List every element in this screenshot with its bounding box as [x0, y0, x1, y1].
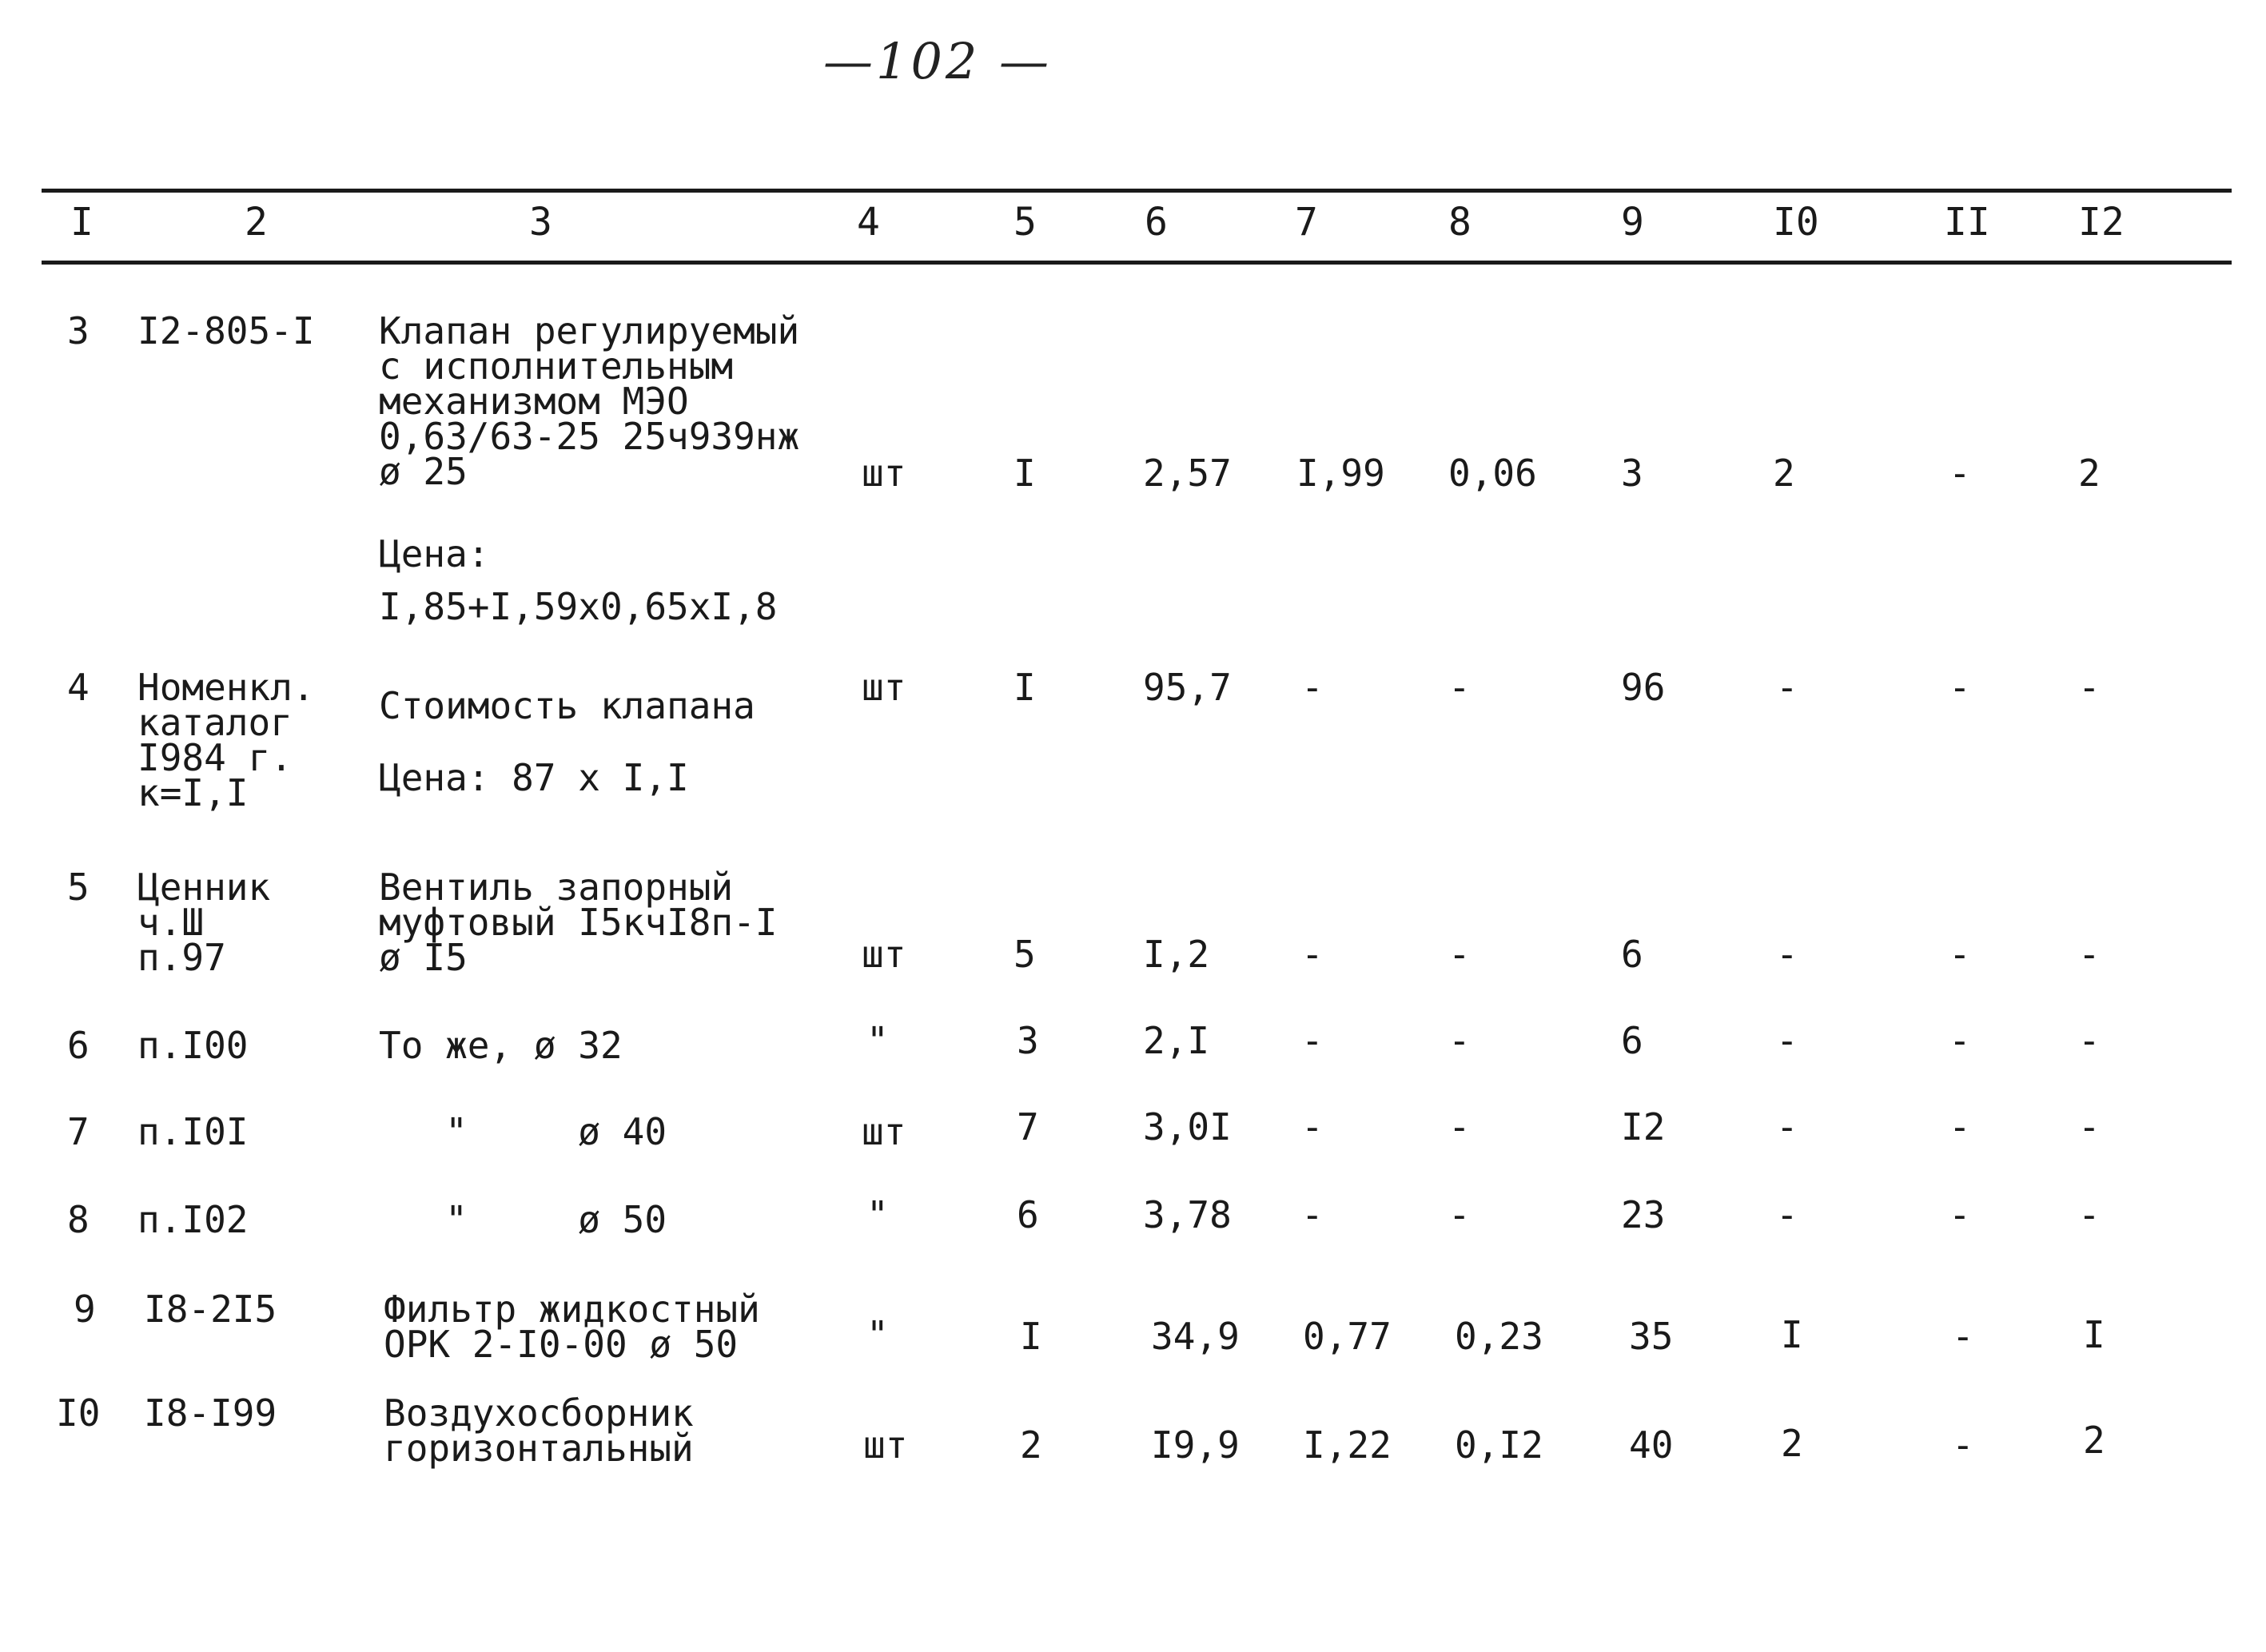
row-col-11: - — [1952, 1423, 1974, 1467]
row-qty: I — [1014, 666, 1036, 709]
row-col-11: - — [1949, 666, 1971, 709]
row-col-10: - — [1776, 1193, 1798, 1236]
row-col-12: - — [2078, 1019, 2101, 1062]
row-col-9: I2 — [1621, 1105, 1666, 1148]
row-code: Ценник ч.Ш п.97 — [137, 866, 271, 979]
row-col-12: - — [2078, 1105, 2101, 1148]
row-number: 8 — [67, 1198, 90, 1241]
row-col-9: 6 — [1621, 933, 1643, 976]
row-unit: " — [866, 1019, 889, 1062]
row-code: п.I0I — [137, 1110, 249, 1153]
row-col-9: 35 — [1629, 1315, 1674, 1358]
header-bottom-rule — [42, 261, 2232, 265]
row-code: п.I00 — [137, 1024, 249, 1067]
row-name: Стоимость клапана Цена: 87 x I,I — [379, 684, 755, 799]
row-name: Вентиль запорный муфтовый I5кчI8п-I ø I5 — [379, 866, 778, 979]
row-unit: " — [866, 1313, 889, 1356]
row-name: Клапан регулируемый с исполнительным механизмом МЭО 0,63/63-25 25ч939нж ø 25 — [379, 309, 800, 493]
row-col-7: - — [1301, 666, 1324, 709]
row-col-6: I,2 — [1143, 933, 1210, 976]
row-col-10: - — [1776, 1105, 1798, 1148]
row-col-12: - — [2078, 933, 2101, 976]
row-col-11: - — [1949, 933, 1971, 976]
row-col-7: - — [1301, 1193, 1324, 1236]
row-name: Воздухосборник горизонтальный — [384, 1391, 694, 1470]
row-col-8: 0,06 — [1448, 452, 1537, 495]
row-unit: шт — [862, 666, 906, 709]
row-col-10: - — [1776, 1019, 1798, 1062]
row-qty: 6 — [1017, 1193, 1039, 1236]
row-col-7: I,22 — [1303, 1423, 1392, 1467]
row-qty: 5 — [1014, 933, 1036, 976]
header-col-9: 9 — [1621, 200, 1644, 245]
header-col-4: 4 — [857, 200, 880, 245]
header-col-8: 8 — [1448, 200, 1472, 245]
row-unit: шт — [862, 933, 906, 976]
row-qty: 7 — [1017, 1105, 1039, 1148]
row-col-12: 2 — [2078, 452, 2101, 495]
row-col-10: - — [1776, 666, 1798, 709]
row-col-11: - — [1949, 1193, 1971, 1236]
header-col-6: 6 — [1145, 200, 1168, 245]
row-col-7: - — [1301, 933, 1324, 976]
row-number: I0 — [56, 1391, 101, 1435]
header-col-11: II — [1944, 200, 1990, 245]
row-number: 5 — [67, 866, 90, 909]
row-col-7: - — [1301, 1019, 1324, 1062]
row-price-note: Цена: I,85+I,59x0,65xI,8 — [379, 532, 778, 628]
row-col-9: 3 — [1621, 452, 1643, 495]
row-col-12: 2 — [2083, 1419, 2105, 1462]
row-col-8: - — [1448, 1019, 1471, 1062]
row-number: 6 — [67, 1024, 90, 1067]
header-col-3: 3 — [529, 200, 552, 245]
row-name: Фильтр жидкостный ОРК 2-I0-00 ø 50 — [384, 1288, 760, 1366]
row-col-9: 40 — [1629, 1423, 1674, 1467]
header-col-12: I2 — [2078, 200, 2125, 245]
row-col-6: I9,9 — [1151, 1423, 1240, 1467]
header-col-2: 2 — [245, 200, 268, 245]
row-col-6: 3,0I — [1143, 1105, 1232, 1148]
row-number: 4 — [67, 666, 90, 709]
row-name: То же, ø 32 — [379, 1024, 623, 1067]
row-col-8: - — [1448, 933, 1471, 976]
row-col-9: 23 — [1621, 1193, 1666, 1236]
row-code: п.I02 — [137, 1198, 249, 1241]
row-col-8: 0,I2 — [1455, 1423, 1543, 1467]
header-col-10: I0 — [1773, 200, 1819, 245]
row-number: 9 — [74, 1288, 96, 1331]
row-col-9: 6 — [1621, 1019, 1643, 1062]
row-col-7: 0,77 — [1303, 1315, 1392, 1358]
row-qty: I — [1020, 1315, 1042, 1358]
row-col-10: - — [1776, 933, 1798, 976]
row-name: " ø 40 — [379, 1110, 667, 1153]
row-qty: 2 — [1020, 1423, 1042, 1467]
row-code: I8-I99 — [144, 1391, 277, 1435]
row-qty: I — [1014, 452, 1036, 495]
row-col-9: 96 — [1621, 666, 1666, 709]
row-col-8: - — [1448, 1193, 1471, 1236]
row-col-11: - — [1949, 1019, 1971, 1062]
row-number: 7 — [67, 1110, 90, 1153]
header-col-7: 7 — [1295, 200, 1318, 245]
row-col-6: 2,57 — [1143, 452, 1232, 495]
row-name: " ø 50 — [379, 1198, 667, 1241]
row-col-8: 0,23 — [1455, 1315, 1543, 1358]
row-col-11: - — [1949, 1105, 1971, 1148]
row-unit: шт — [862, 1110, 906, 1153]
row-number: 3 — [67, 309, 90, 352]
row-col-8: - — [1448, 1105, 1471, 1148]
row-qty: 3 — [1017, 1019, 1039, 1062]
row-col-6: 95,7 — [1143, 666, 1232, 709]
row-col-8: - — [1448, 666, 1471, 709]
row-col-10: 2 — [1781, 1422, 1803, 1465]
header-col-5: 5 — [1014, 200, 1037, 245]
table-top-rule — [42, 189, 2232, 193]
row-code: I8-2I5 — [144, 1288, 277, 1331]
row-unit: " — [866, 1193, 889, 1236]
row-unit: шт — [863, 1423, 908, 1467]
row-col-12: I — [2083, 1313, 2105, 1356]
row-col-7: - — [1301, 1105, 1324, 1148]
row-col-6: 3,78 — [1143, 1193, 1232, 1236]
row-code: Номенкл. каталог I984 г. к=I,I — [137, 666, 315, 814]
row-code: I2-805-I — [137, 309, 315, 352]
row-col-12: - — [2078, 1193, 2101, 1236]
row-col-11: - — [1949, 452, 1971, 495]
row-unit: шт — [862, 452, 906, 495]
row-col-6: 2,I — [1143, 1019, 1210, 1062]
row-col-10: 2 — [1773, 452, 1795, 495]
row-col-10: I — [1781, 1313, 1803, 1356]
row-col-6: 34,9 — [1151, 1315, 1240, 1358]
row-col-12: - — [2078, 666, 2101, 709]
row-col-11: - — [1952, 1315, 1974, 1358]
page-number: —102 — — [823, 32, 1053, 90]
header-col-1: I — [70, 200, 94, 245]
row-col-7: I,99 — [1296, 452, 1385, 495]
